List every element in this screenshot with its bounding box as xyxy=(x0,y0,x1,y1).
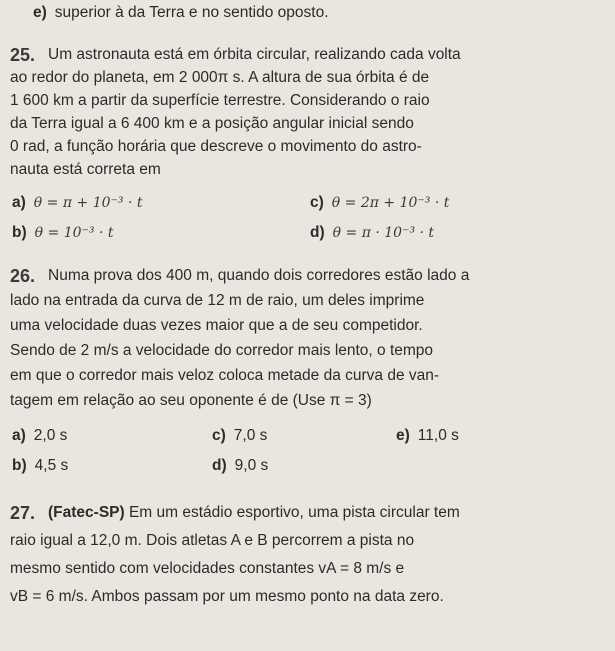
option-letter: c) xyxy=(310,194,324,211)
q27-line-1 xyxy=(48,502,460,524)
q26-option-e xyxy=(396,425,459,447)
q26-line-6: tagem em relação ao seu oponente é de (Use π = 3) xyxy=(10,392,372,409)
option-formula: θ = 2π + 10⁻³ · t xyxy=(331,195,450,211)
option-text: 11,0 s xyxy=(417,427,459,444)
option-text: 2,0 s xyxy=(33,427,68,444)
question-27-number: 27. xyxy=(10,503,36,523)
q26-option-b xyxy=(12,455,68,477)
q25-line-4: da Terra igual a 6 400 km e a posição angular inicial sendo xyxy=(10,115,414,132)
option-text: 4,5 s xyxy=(34,457,69,474)
q26-option-c xyxy=(212,425,267,447)
q26-option-d xyxy=(212,455,268,477)
q27-line-3: mesmo sentido com velocidades constantes vA = 8 m/s e xyxy=(10,560,405,577)
option-letter: e) xyxy=(33,4,47,21)
q25-line-5: 0 rad, a função horária que descreve o movimento do astro- xyxy=(10,138,422,155)
q26-option-a xyxy=(12,425,67,447)
option-text: 9,0 s xyxy=(234,457,269,474)
option-letter: b) xyxy=(12,224,27,241)
q25-option-b xyxy=(12,222,114,244)
option-formula: θ = π + 10⁻³ · t xyxy=(33,195,143,211)
question-26-number: 26. xyxy=(10,266,36,286)
q26-line-4: Sendo de 2 m/s a velocidade do corredor mais lento, o tempo xyxy=(10,342,434,359)
option-formula: θ = π · 10⁻³ · t xyxy=(332,225,435,241)
q26-line-5: em que o corredor mais veloz coloca metade da curva de van- xyxy=(10,367,440,384)
q27-source: (Fatec-SP) xyxy=(48,504,125,521)
option-text: superior à da Terra e no sentido oposto. xyxy=(54,4,329,21)
q27-line-2: raio igual a 12,0 m. Dois atletas A e B percorrem a pista no xyxy=(10,532,415,549)
q26-line-3: uma velocidade duas vezes maior que a de seu competidor. xyxy=(10,317,423,334)
option-text: 7,0 s xyxy=(233,427,268,444)
q25-option-a xyxy=(12,192,142,214)
option-letter: c) xyxy=(212,427,226,444)
option-letter: e) xyxy=(396,427,410,444)
q25-line-3: 1 600 km a partir da superfície terrestre. Considerando o raio xyxy=(10,92,430,109)
q26-line-2: lado na entrada da curva de 12 m de raio, um deles imprime xyxy=(10,292,425,309)
q25-line-1: Um astronauta está em órbita circular, realizando cada volta xyxy=(48,46,461,63)
question-25-number: 25. xyxy=(10,45,36,65)
option-letter: a) xyxy=(12,194,26,211)
option-letter: d) xyxy=(212,457,227,474)
q26-line-1: Numa prova dos 400 m, quando dois corredores estão lado a xyxy=(48,267,470,284)
prev-option-e xyxy=(33,2,329,24)
q27-line-1-text: Em um estádio esportivo, uma pista circular tem xyxy=(128,504,460,521)
option-letter: b) xyxy=(12,457,27,474)
option-formula: θ = 10⁻³ · t xyxy=(34,225,114,241)
q25-option-c xyxy=(310,192,449,214)
q25-line-6: nauta está correta em xyxy=(10,161,161,178)
q25-option-d xyxy=(310,222,434,244)
q25-line-2: ao redor do planeta, em 2 000π s. A altura de sua órbita é de xyxy=(10,69,430,86)
option-letter: a) xyxy=(12,427,26,444)
option-letter: d) xyxy=(310,224,325,241)
q27-line-4: vB = 6 m/s. Ambos passam por um mesmo ponto na data zero. xyxy=(10,588,444,605)
